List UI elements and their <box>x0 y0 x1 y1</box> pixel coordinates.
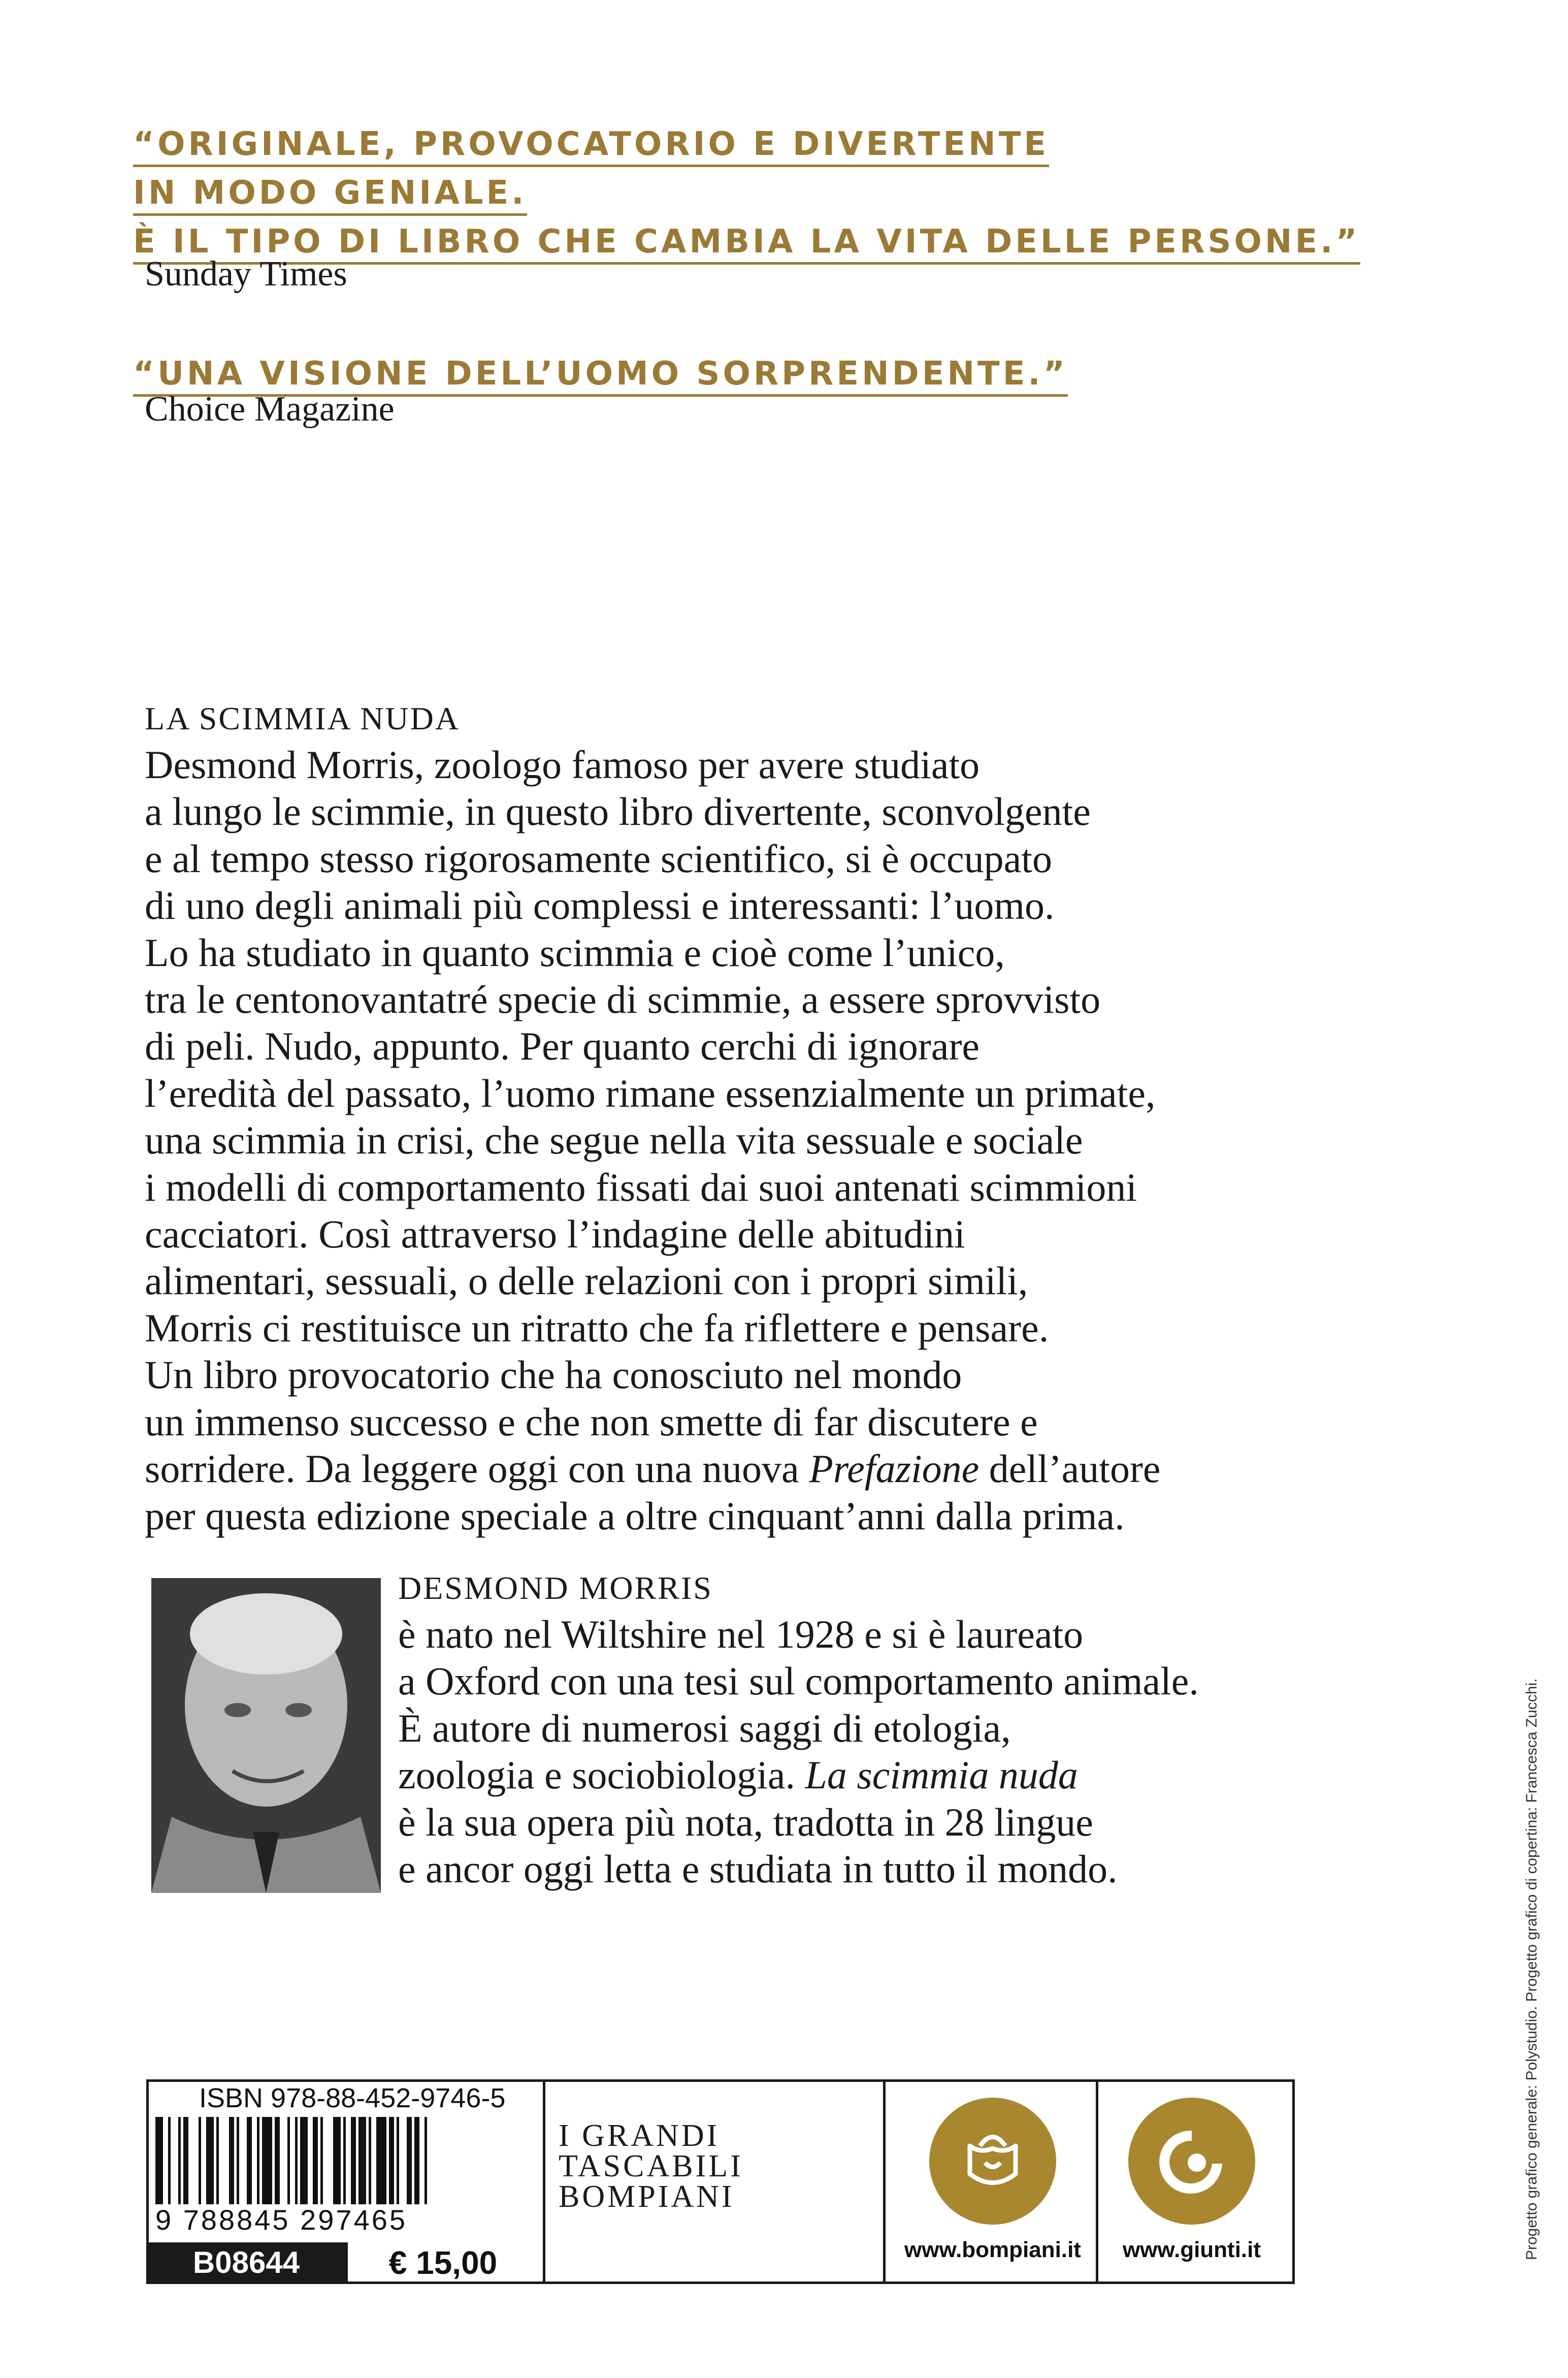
barcode-bar <box>313 2117 318 2204</box>
design-credit: Progetto grafico generale: Polystudio. Progetto grafico di copertina: Francesca Zucchi. <box>1523 1678 1540 2260</box>
barcode-bar <box>343 2117 346 2204</box>
barcode-bar <box>262 2117 272 2204</box>
giunti-swirl-icon <box>1128 2098 1255 2225</box>
description-line: di peli. Nudo, appunto. Per quanto cerchi di ignorare <box>145 1024 980 1069</box>
isbn-text: ISBN 978-88-452-9746-5 <box>199 2083 506 2113</box>
series-line: BOMPIANI <box>559 2179 735 2214</box>
description-line: Lo ha studiato in quanto scimmia e cioè come l’unico, <box>145 930 1005 975</box>
barcode-bar <box>168 2117 171 2204</box>
barcode-bar <box>333 2117 341 2204</box>
barcode-bar <box>206 2117 214 2204</box>
prefazione-italic: Prefazione <box>809 1447 979 1491</box>
description-line: Desmond Morris, zoologo famoso per avere studiato <box>145 743 980 787</box>
barcode-bar <box>275 2117 280 2204</box>
series-name <box>559 2120 833 2212</box>
barcode-bar <box>300 2117 308 2204</box>
barcode-bar <box>247 2117 252 2204</box>
barcode-bar <box>295 2117 298 2204</box>
bio-line: a Oxford con una tesi sul comportamento animale. <box>398 1659 1199 1704</box>
divider <box>883 2082 886 2281</box>
barcode-bar <box>287 2117 290 2204</box>
description-line-16-start: sorridere. Da leggere oggi con una nuova <box>145 1447 809 1491</box>
quote-1-line-3: È IL TIPO DI LIBRO CHE CAMBIA LA VITA DELLE PERSONE.” <box>133 223 1360 265</box>
book-title-italic: La scimmia nuda <box>805 1753 1078 1797</box>
book-description <box>145 696 1161 1539</box>
barcode-icon <box>152 2113 518 2214</box>
description-line: alimentari, sessuali, o delle relazioni con i propri simili, <box>145 1259 1028 1303</box>
description-line: di uno degli animali più complessi e interessanti: l’uomo. <box>145 883 1055 928</box>
bompiani-url[interactable]: www.bompiani.it <box>904 2237 1081 2262</box>
description-line: un immenso successo e che non smette di far discutere e <box>145 1399 1038 1444</box>
barcode-bar <box>358 2117 366 2204</box>
barcode-bar <box>369 2117 371 2204</box>
author-portrait-image <box>151 1578 381 1893</box>
barcode-bar <box>320 2117 323 2204</box>
bio-line <box>398 1752 1199 1798</box>
barcode-bar <box>183 2117 188 2204</box>
giunti-url[interactable]: www.giunti.it <box>1122 2237 1261 2262</box>
author-bio <box>398 1565 1199 1892</box>
barcode-bar <box>389 2117 394 2204</box>
description-line: Un libro provocatorio che ha conosciuto nel mondo <box>145 1353 962 1397</box>
bompiani-logo <box>929 2098 1056 2225</box>
description-line: l’eredità del passato, l’uomo rimane essenzialmente un primate, <box>145 1071 1156 1115</box>
quote-1 <box>133 120 1360 266</box>
barcode-digits: 9 788845 297465 <box>155 2204 407 2236</box>
quote-2-line-1: “UNA VISIONE DELL’UOMO SORPRENDENTE.” <box>133 355 1068 397</box>
book-title: LA SCIMMIA NUDA <box>145 700 461 736</box>
description-line: i modelli di comportamento fissati dai suoi antenati scimmioni <box>145 1165 1137 1209</box>
barcode-bar <box>216 2117 219 2204</box>
description-line: Morris ci restituisce un ritratto che fa riflettere e pensare. <box>145 1305 1049 1350</box>
bio-line: e ancor oggi letta e studiata in tutto il mondo. <box>398 1847 1118 1891</box>
bompiani-flower-icon <box>929 2098 1056 2225</box>
divider <box>543 2082 545 2281</box>
description-line: e al tempo stesso rigorosamente scientifico, si è occupato <box>145 836 1052 881</box>
barcode-bar <box>424 2117 427 2204</box>
barcode-bar <box>397 2117 399 2204</box>
bio-line-4-start: zoologia e sociobiologia. <box>398 1753 805 1797</box>
quote-1-line-1: “ORIGINALE, PROVOCATORIO E DIVERTENTE <box>133 125 1049 167</box>
description-line: tra le centonovantatré specie di scimmie, a essere sprovvisto <box>145 977 1101 1022</box>
quote-1-source: Sunday Times <box>145 254 347 294</box>
description-line: cacciatori. Così attraverso l’indagine delle abitudini <box>145 1212 965 1257</box>
barcode-bar <box>351 2117 356 2204</box>
barcode-bar <box>414 2117 419 2204</box>
barcode-bar <box>155 2117 163 2204</box>
bio-line: è la sua opera più nota, tradotta in 28 lingue <box>398 1799 1093 1844</box>
series-line: I GRANDI <box>559 2118 720 2153</box>
quote-2-source: Choice Magazine <box>145 390 395 429</box>
author-name: DESMOND MORRIS <box>398 1570 713 1606</box>
barcode-bar <box>237 2117 239 2204</box>
description-line: per questa edizione speciale a oltre cinquant’anni dalla prima. <box>145 1493 1125 1538</box>
product-code: B08644 <box>147 2242 345 2283</box>
description-line: a lungo le scimmie, in questo libro divertente, sconvolgente <box>145 789 1091 834</box>
description-line-16-end: dell’autore <box>979 1447 1161 1491</box>
description-line: una scimmia in crisi, che segue nella vita sessuale e sociale <box>145 1118 1083 1163</box>
barcode-bar <box>407 2117 412 2204</box>
series-line: TASCABILI <box>559 2149 743 2183</box>
barcode-bar <box>376 2117 386 2204</box>
barcode-bar <box>229 2117 234 2204</box>
description-line <box>145 1445 1161 1492</box>
giunti-logo <box>1128 2098 1255 2225</box>
quote-1-line-2: IN MODO GENIALE. <box>133 174 527 216</box>
barcode-bar <box>257 2117 259 2204</box>
barcode-bar <box>199 2117 201 2204</box>
price: € 15,00 <box>345 2242 538 2283</box>
barcode-bar <box>178 2117 181 2204</box>
author-photo <box>151 1578 381 1893</box>
bio-line: è nato nel Wiltshire nel 1928 e si è laureato <box>398 1612 1084 1656</box>
bio-line: È autore di numerosi saggi di etologia, <box>398 1706 1011 1750</box>
